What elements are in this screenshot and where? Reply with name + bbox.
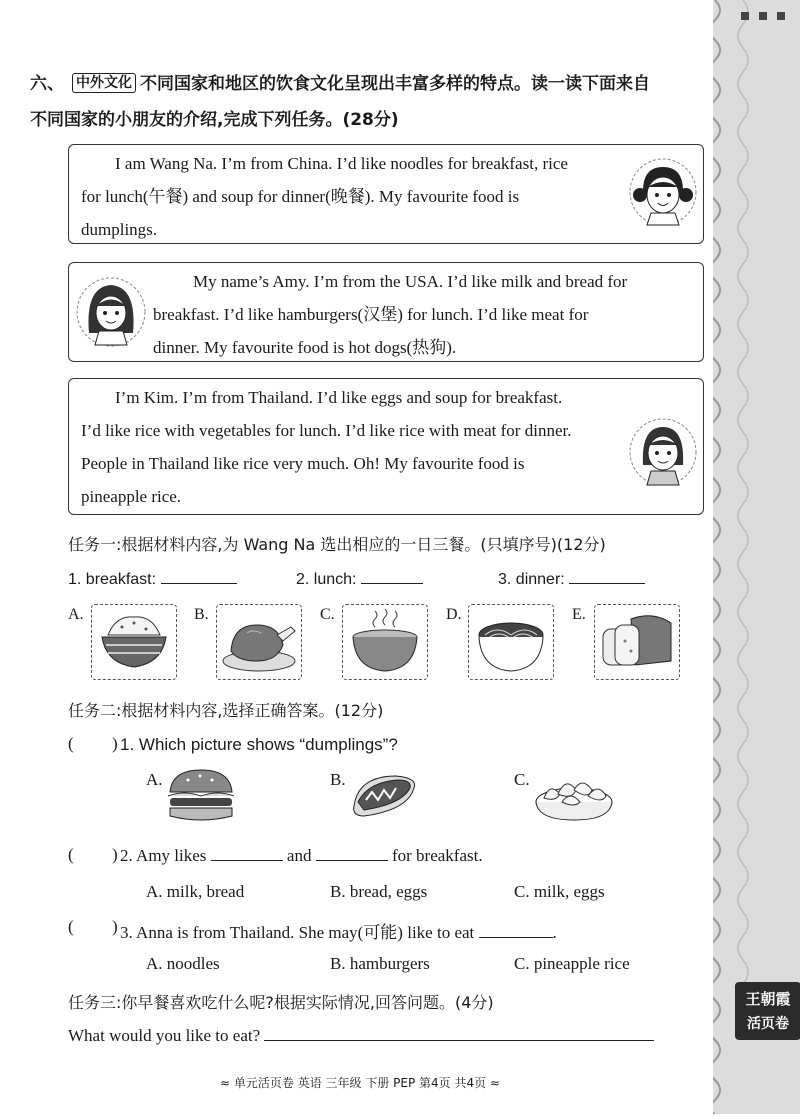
question-title: [30, 66, 710, 138]
q2-option-b: B. bread, eggs: [330, 882, 428, 901]
option-d-noodles: [468, 604, 554, 680]
passage-wang-text: [81, 147, 621, 246]
rice-bowl-icon: [92, 605, 176, 679]
brand-badge: [735, 982, 800, 1040]
hamburger-icon: [164, 766, 238, 826]
passage-kim-text: [81, 381, 625, 513]
question-line2: 不同国家的小朋友的介绍,完成下列任务。(28分): [30, 110, 399, 130]
answer-blank[interactable]: [569, 569, 645, 584]
girl-avatar-icon: [75, 273, 147, 351]
task1-item-dinner: [498, 569, 645, 589]
option-letter: A.: [68, 606, 84, 623]
answer-blank[interactable]: [479, 923, 553, 938]
page-footer: ≈ 单元活页卷 英语 三年级 下册 PEP 第4页 共4页 ≈: [220, 1076, 500, 1090]
q2-text-and: and: [286, 846, 312, 865]
q2-text-end: for breakfast.: [391, 846, 483, 865]
q2-option-c: C. milk, eggs: [514, 882, 605, 901]
q3-text-end: .: [552, 923, 557, 942]
passage-line: I am Wang Na. I’m from China. I’d like noodles for breakfast, rice: [115, 154, 568, 173]
option-letter: B.: [194, 606, 209, 623]
passage-amy: [68, 262, 704, 362]
passage-wang-na: [68, 144, 704, 244]
q3-option-c: C. pineapple rice: [514, 954, 630, 973]
option-letter: E.: [572, 606, 586, 623]
option-letter: C.: [320, 606, 335, 623]
q3-option-b: B. hamburgers: [330, 954, 430, 973]
wavy-edge: [713, 0, 800, 1114]
passage-line: My name’s Amy. I’m from the USA. I’d like milk and bread for: [193, 272, 628, 291]
passage-line: for lunch(午餐) and soup for dinner(晚餐). My favourite food is: [81, 187, 520, 206]
brand-sub: 活页卷: [747, 1016, 789, 1032]
task2-q1: 1. Which picture shows “dumplings”?: [120, 735, 398, 754]
passage-line: People in Thailand like rice very much. Oh! My favourite food is: [81, 454, 525, 473]
dumplings-icon: [532, 768, 616, 824]
roast-chicken-icon: [217, 605, 301, 679]
passage-kim: [68, 378, 704, 515]
task3-question: What would you like to eat?: [68, 1026, 261, 1045]
q3-text-start: 3. Anna is from Thailand. She may(可能) like to eat: [120, 923, 475, 942]
answer-bracket-open[interactable]: (: [68, 917, 74, 936]
task3-title: 任务三:你早餐喜欢吃什么呢?根据实际情况,回答问题。(4分): [68, 993, 494, 1012]
question-line1: 不同国家和地区的饮食文化呈现出丰富多样的特点。读一读下面来自: [140, 74, 650, 94]
option-letter: C.: [514, 770, 530, 789]
task1-item-label: 3. dinner:: [498, 571, 565, 588]
question-number: 六、: [30, 74, 64, 94]
q2-text-start: 2. Amy likes: [120, 846, 207, 865]
answer-bracket-close[interactable]: ): [112, 845, 118, 864]
answer-blank[interactable]: [316, 846, 388, 861]
option-c-soup: [342, 604, 428, 680]
task2-q2: [120, 846, 483, 866]
noodle-bowl-icon: [469, 605, 553, 679]
answer-bracket-open[interactable]: (: [68, 734, 74, 753]
task1-item-breakfast: [68, 569, 237, 589]
option-letter: A.: [146, 770, 163, 789]
q3-option-a: A. noodles: [146, 954, 220, 973]
answer-blank[interactable]: [361, 569, 423, 584]
option-b-chicken: [216, 604, 302, 680]
binding-strip: [713, 0, 800, 1114]
q2-option-a: A. milk, bread: [146, 882, 245, 901]
answer-line[interactable]: [264, 1026, 654, 1041]
answer-bracket-close[interactable]: ): [112, 917, 118, 936]
task1-item-label: 1. breakfast:: [68, 571, 157, 588]
option-letter: B.: [330, 770, 346, 789]
task3-question-row: [68, 1026, 654, 1046]
soup-bowl-icon: [343, 605, 427, 679]
bread-loaf-icon: [595, 605, 679, 679]
task2-q3: [120, 918, 557, 943]
answer-bracket-open[interactable]: (: [68, 845, 74, 864]
passage-amy-text: [153, 265, 699, 364]
hot-dog-icon: [348, 770, 420, 822]
passage-line: breakfast. I’d like hamburgers(汉堡) for lunch. I’d like meat for: [153, 305, 589, 324]
task1-title: 任务一:根据材料内容,为 Wang Na 选出相应的一日三餐。(只填序号)(12分): [68, 535, 606, 554]
passage-line: I’m Kim. I’m from Thailand. I’d like eggs and soup for breakfast.: [115, 388, 563, 407]
task2-title: 任务二:根据材料内容,选择正确答案。(12分): [68, 701, 384, 720]
answer-blank[interactable]: [161, 569, 237, 584]
option-a-rice: [91, 604, 177, 680]
option-letter: D.: [446, 606, 462, 623]
task1-item-label: 2. lunch:: [296, 571, 357, 588]
answer-blank[interactable]: [211, 846, 283, 861]
girl-avatar-icon: [629, 155, 697, 229]
passage-line: I’d like rice with vegetables for lunch. I’d like rice with meat for dinner.: [81, 421, 572, 440]
passage-line: pineapple rice.: [81, 487, 182, 506]
task1-item-lunch: [296, 569, 423, 589]
girl-avatar-icon: [629, 415, 697, 489]
passage-line: dumplings.: [81, 220, 158, 239]
culture-tag: 中外文化: [72, 73, 136, 93]
answer-bracket-close[interactable]: ): [112, 734, 118, 753]
option-e-bread: [594, 604, 680, 680]
passage-line: dinner. My favourite food is hot dogs(热狗).: [153, 338, 457, 357]
brand-name: 王朝霞: [745, 990, 791, 1008]
